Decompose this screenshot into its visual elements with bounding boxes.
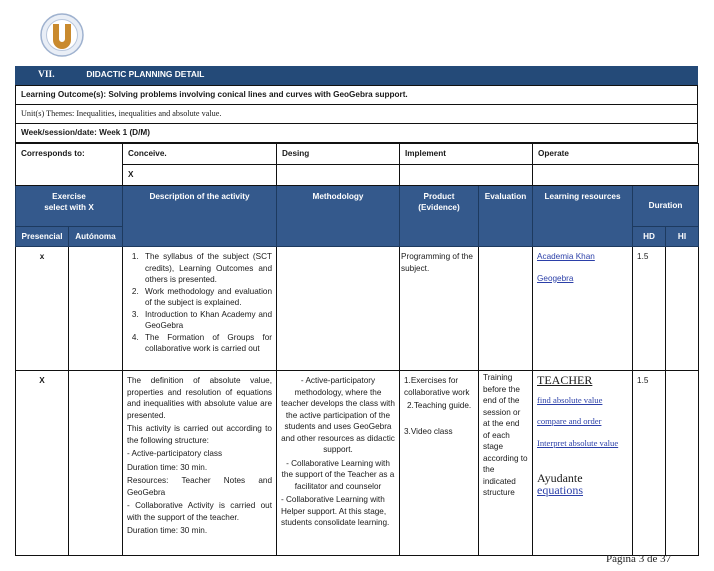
product-item: 1.Exercises for collaborative work xyxy=(404,376,470,397)
week-session-date: Week/session/date: Week 1 (D/M) xyxy=(16,123,698,142)
cell-autonoma xyxy=(69,371,123,556)
header-hd: HD xyxy=(633,226,666,247)
cell-evaluation: Training before the end of the session or at the end of each stage according to the indicated structure xyxy=(479,371,533,556)
learning-outcome: Learning Outcome(s): Solving problems involving conical lines and curves with GeoGebra support. xyxy=(16,85,698,104)
section-bar-table xyxy=(15,66,698,85)
mark-operate xyxy=(533,164,699,185)
methodology-paragraph: - Active-participatory methodology, where the teacher develops the class with the active participation of the students and uses GeoGebra and other resources as didactic support. xyxy=(281,376,395,454)
resource-link-geogebra[interactable]: Geogebra xyxy=(537,273,574,283)
header-exercise: Exercise select with X xyxy=(16,185,123,226)
product-item: 2.Teaching guide. xyxy=(407,401,472,410)
section-number: VII. xyxy=(38,70,55,80)
mark-implement xyxy=(400,164,533,185)
cell-autonoma xyxy=(69,247,123,371)
cell-hi xyxy=(666,247,699,371)
resource-link-equations[interactable]: equations xyxy=(537,482,584,497)
description-paragraph: The definition of absolute value, properties and resolution of equations and inequalities with absolute value are presented. xyxy=(127,376,272,420)
cell-description xyxy=(123,371,277,556)
methodology-paragraph: - Collaborative Learning with the support of the Teacher as a facilitator and counselor xyxy=(281,458,395,491)
corresponds-label: Corresponds to: xyxy=(16,143,123,185)
table-row xyxy=(16,371,699,556)
header-methodology: Methodology xyxy=(277,185,400,247)
cell-product: Programming of the subject. xyxy=(400,247,479,371)
cell-hd: 1.5 xyxy=(633,371,666,556)
description-paragraph: Duration time: 30 min. xyxy=(127,462,208,472)
didactic-planning-sheet xyxy=(15,66,698,556)
section-title: DIDACTIC PLANNING DETAIL xyxy=(86,69,205,79)
unit-themes: Unit(s) Themes: Inequalities, inequalities and absolute value. xyxy=(16,104,698,123)
description-item: 1. The syllabus of the subject (SCT credits), Learning Outcomes and others is presented. xyxy=(141,251,272,286)
methodology-paragraph: - Collaborative Learning with Helper support. At this stage, students consolidate learning. xyxy=(281,495,390,527)
header-description: Description of the activity xyxy=(123,185,277,247)
resource-link-find-absolute-value[interactable]: find absolute value xyxy=(537,394,603,405)
resource-link-academia-khan[interactable]: Academia Khan xyxy=(537,252,595,261)
corresponds-operate: Operate xyxy=(533,143,699,164)
cell-resources xyxy=(533,247,633,371)
info-table xyxy=(15,85,698,143)
resources-teacher-heading: TEACHER xyxy=(537,373,593,387)
header-evaluation: Evaluation xyxy=(479,185,533,247)
cell-methodology xyxy=(277,371,400,556)
resource-link-compare-and-order[interactable]: compare and order xyxy=(537,416,602,426)
header-product: Product (Evidence) xyxy=(400,185,479,247)
university-seal-logo xyxy=(40,13,84,57)
cell-resources xyxy=(533,371,633,556)
corresponds-row xyxy=(16,143,699,164)
resources-helper-heading: Ayudante xyxy=(537,471,583,485)
cell-presencial: X xyxy=(16,371,69,556)
header-autonoma: Autónoma xyxy=(69,226,123,247)
cell-description xyxy=(123,247,277,371)
header-hi: HI xyxy=(666,226,699,247)
description-list xyxy=(127,251,272,355)
header-resources: Learning resources xyxy=(533,185,633,247)
description-item: 2. Work methodology and evaluation of the subject is explained. xyxy=(141,286,272,309)
cell-presencial: x xyxy=(16,247,69,371)
cell-evaluation xyxy=(479,247,533,371)
description-paragraph: Resources: Teacher Notes and GeoGebra xyxy=(127,476,272,497)
cell-product xyxy=(400,371,479,556)
header-duration: Duration xyxy=(633,185,699,226)
description-paragraph: Duration time: 30 min. xyxy=(127,526,208,535)
cell-methodology xyxy=(277,247,400,371)
table-header-row xyxy=(16,185,699,226)
table-row xyxy=(16,247,699,371)
cell-hi xyxy=(666,371,699,556)
description-paragraph: - Active-participatory class xyxy=(127,449,223,458)
section-title-bar xyxy=(16,67,698,85)
page-number: Página 3 de 37 xyxy=(606,553,672,565)
mark-design xyxy=(277,164,400,185)
corresponds-implement: Implement xyxy=(400,143,533,164)
corresponds-design: Desing xyxy=(277,143,400,164)
resource-link-interpret-absolute-value[interactable]: Interpret absolute value xyxy=(537,437,619,448)
description-item: 3. Introduction to Khan Academy and GeoGebra xyxy=(141,309,272,332)
corresponds-conceive: Conceive. xyxy=(123,143,277,164)
description-paragraph: - Collaborative Activity is carried out with the support of the teacher. xyxy=(127,501,272,522)
planning-table xyxy=(15,143,699,557)
cell-hd: 1.5 xyxy=(633,247,666,371)
header-presencial: Presencial xyxy=(16,226,69,247)
description-item: 4. The Formation of Groups for collaborative work is carried out xyxy=(141,332,272,355)
description-paragraph: This activity is carried out according to the following structure: xyxy=(127,424,272,445)
mark-conceive: X xyxy=(123,164,277,185)
product-item: 3.Video class xyxy=(404,426,453,436)
